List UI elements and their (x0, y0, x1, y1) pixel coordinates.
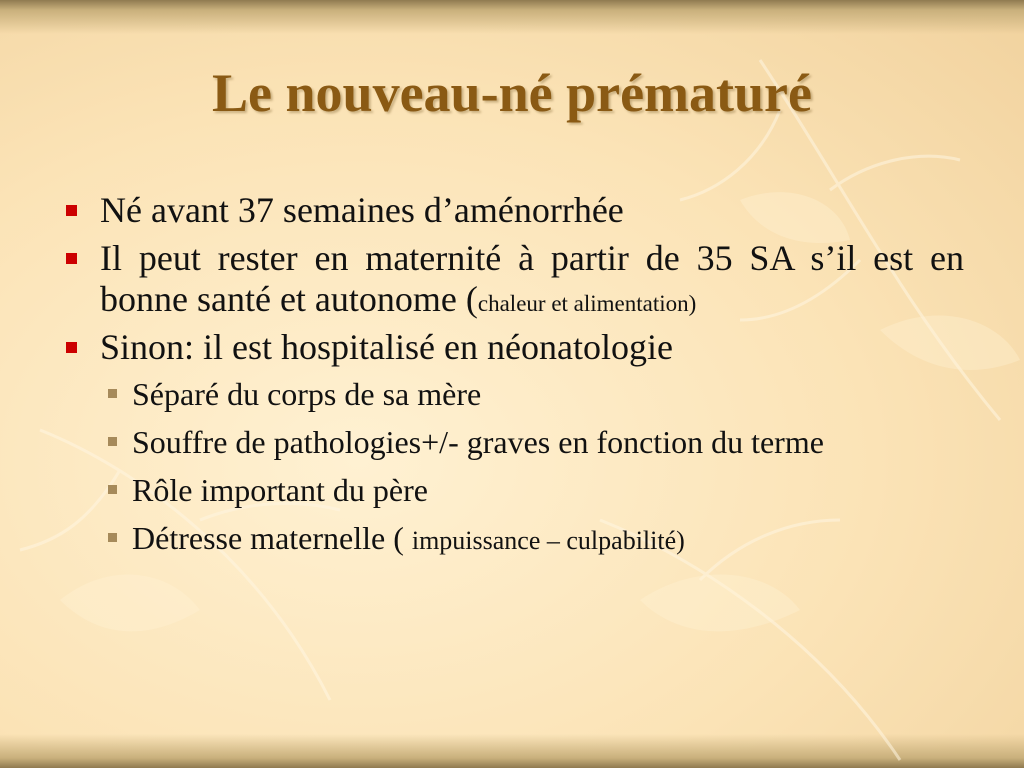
list-item (62, 238, 964, 319)
square-bullet-icon (66, 253, 77, 264)
sub-bullet-text: Séparé du corps de sa mère (132, 376, 482, 413)
list-item (62, 327, 964, 558)
sub-bullet-small-text: impuissance – culpabilité) (411, 526, 685, 556)
square-sub-bullet-icon (108, 437, 117, 446)
square-sub-bullet-icon (108, 485, 117, 494)
square-sub-bullet-icon (108, 389, 117, 398)
sub-list-item (100, 519, 964, 558)
slide-title: Le nouveau-né prématuré (212, 63, 812, 123)
sub-bullet-text: Souffre de pathologies+/- graves en fonction du terme (132, 424, 824, 461)
bullet-small-text: chaleur et alimentation) (477, 290, 697, 316)
bullet-text: Sinon: il est hospitalisé en néonatologie (100, 326, 673, 367)
list-item (62, 190, 964, 230)
square-bullet-icon (66, 342, 77, 353)
sub-bullet-text: Rôle important du père (132, 472, 428, 509)
sub-bullet-list (100, 375, 964, 558)
bullet-text: Né avant 37 semaines d’aménorrhée (100, 190, 624, 230)
sub-bullet-text: Détresse maternelle ( (132, 520, 412, 557)
sub-list-item (100, 375, 964, 414)
bullet-text: Il peut rester en maternité à partir de 35 SA s’il est en bonne santé et autonome ( (100, 238, 964, 319)
square-bullet-icon (66, 205, 77, 216)
slide-content (62, 190, 964, 567)
main-bullet-list (62, 190, 964, 558)
sub-list-item (100, 471, 964, 510)
square-sub-bullet-icon (108, 533, 117, 542)
sub-list-item (100, 423, 964, 462)
